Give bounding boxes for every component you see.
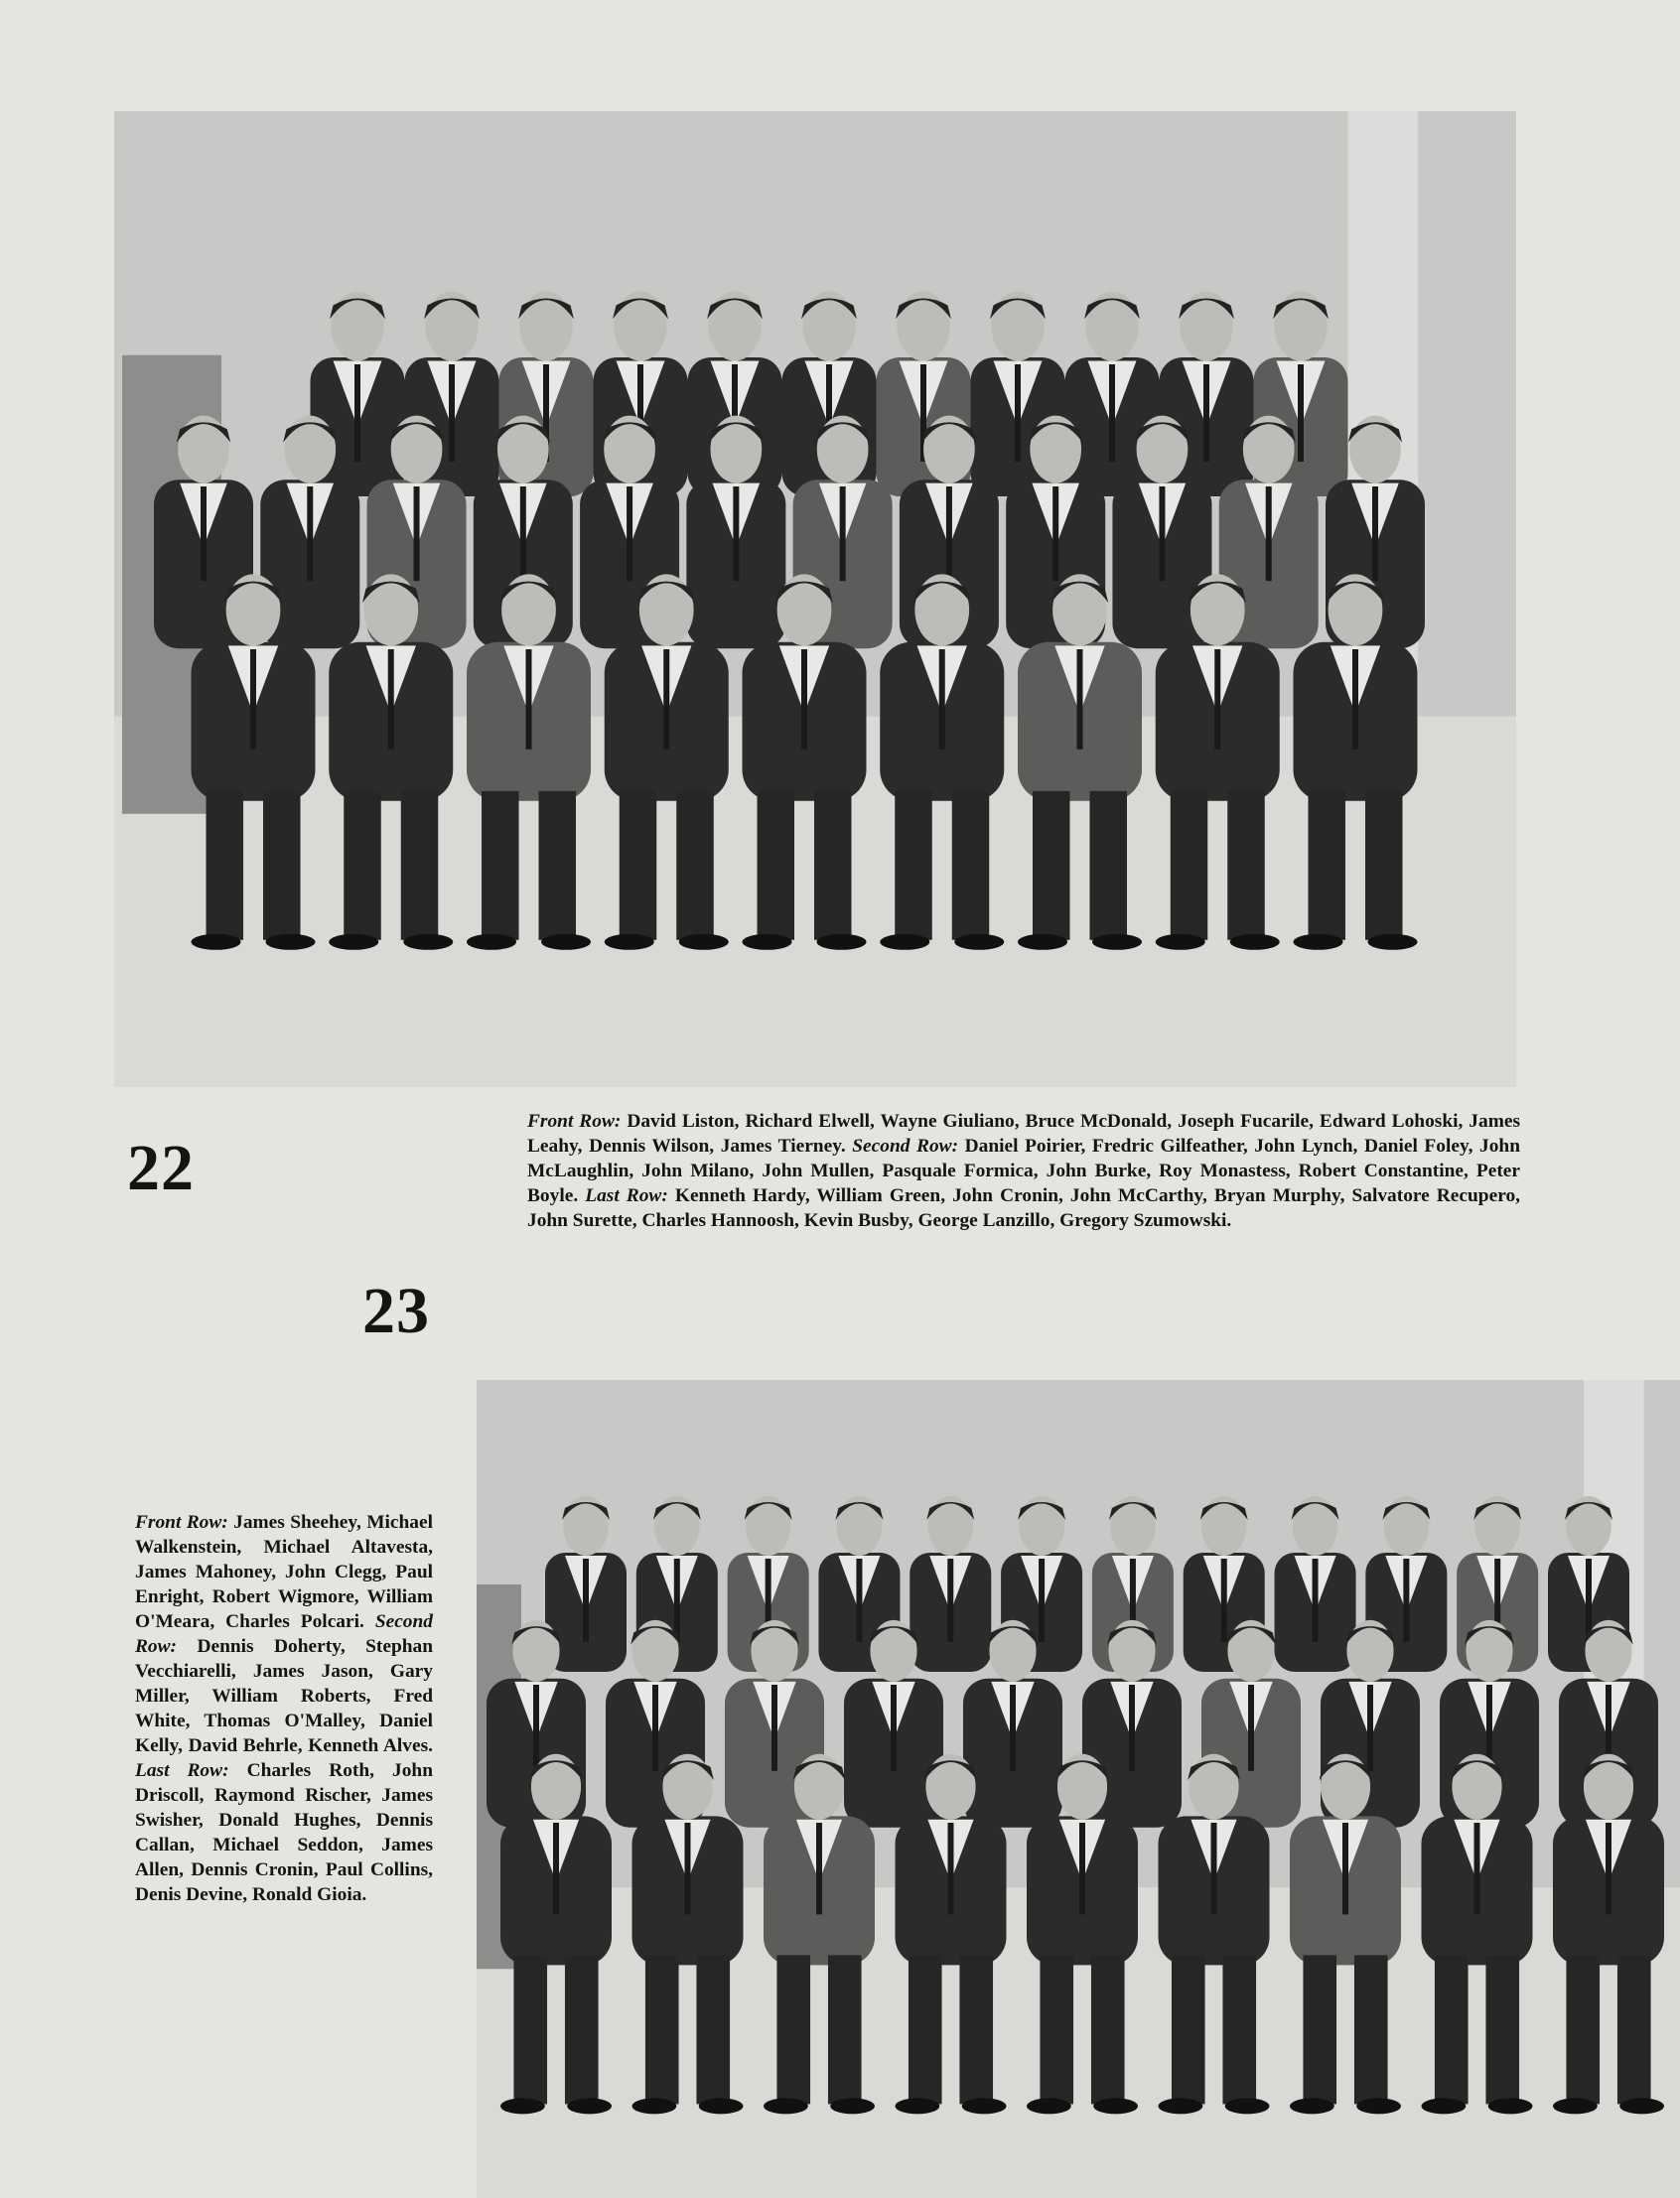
row-label-front: Front Row:	[135, 1512, 228, 1533]
last-row-names: Charles Roth, John Driscoll, Raymond Rischer, James Swisher, Donald Hughes, Dennis Callan, Michael Seddon, James Allen, Dennis Cronin, Paul Collins, Denis Devine, Ronald Gioia.	[135, 1760, 433, 1905]
group-photo-figures	[477, 1380, 1680, 2198]
section-number-23: 23	[362, 1275, 430, 1347]
row-label-second: Second Row:	[135, 1611, 433, 1657]
last-row-names: Kenneth Hardy, William Green, John Cronin, John McCarthy, Bryan Murphy, Salvatore Recupero, John Surette, Charles Hannoosh, Kevin Busby, George Lanzillo, Gregory Szumowski.	[527, 1185, 1520, 1231]
section-number-22: 22	[127, 1132, 195, 1204]
second-row-names: Dennis Doherty, Stephan Vecchiarelli, James Jason, Gary Miller, William Roberts, Fred White, Thomas O'Malley, Daniel Kelly, David Behrle, Kenneth Alves.	[135, 1636, 433, 1756]
second-row-names: Daniel Poirier, Fredric Gilfeather, John Lynch, Daniel Foley, John McLaughlin, John Milano, John Mullen, Pasquale Formica, John Burke, Roy Monastess, Robert Constantine, Peter Boyle.	[527, 1136, 1520, 1206]
group-photo-figures	[114, 111, 1516, 1087]
front-row-names: James Sheehey, Michael Walkenstein, Michael Altavesta, James Mahoney, John Clegg, Paul Enright, Robert Wigmore, William O'Meara, Charles Polcari.	[135, 1512, 433, 1632]
caption-22	[527, 1109, 1520, 1233]
class-photo-23	[477, 1380, 1680, 2198]
row-label-front: Front Row:	[527, 1111, 622, 1132]
row-label-last: Last Row:	[135, 1760, 229, 1781]
front-row-names: David Liston, Richard Elwell, Wayne Giuliano, Bruce McDonald, Joseph Fucarile, Edward Lohoski, James Leahy, Dennis Wilson, James Tierney.	[527, 1111, 1520, 1157]
row-label-second: Second Row:	[852, 1136, 959, 1157]
class-photo-22	[114, 111, 1516, 1087]
caption-23	[135, 1510, 433, 1907]
row-label-last: Last Row:	[585, 1185, 668, 1206]
